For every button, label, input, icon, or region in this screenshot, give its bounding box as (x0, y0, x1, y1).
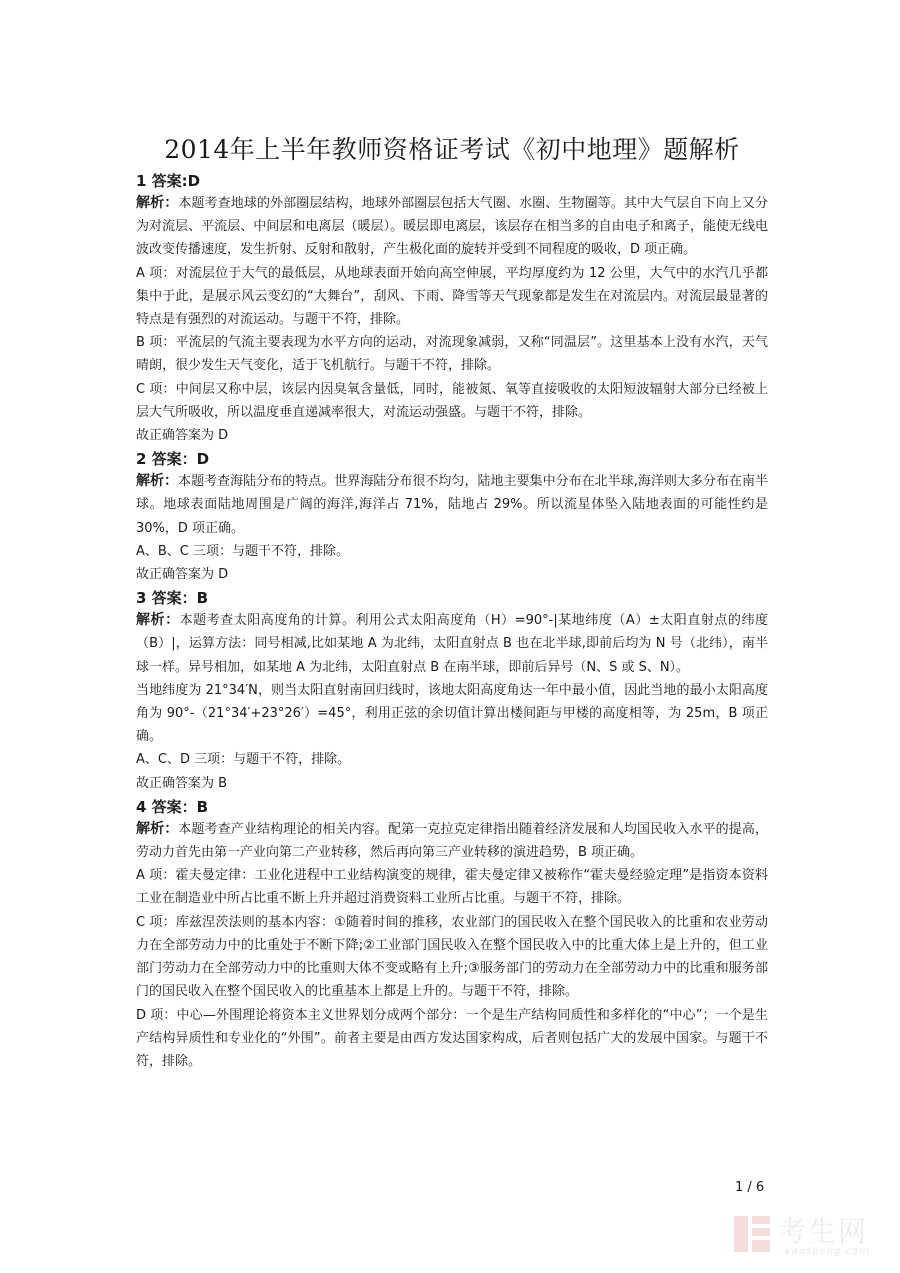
explanation-paragraph (136, 470, 768, 540)
paragraph-text: 本题考查产业结构理论的相关内容。配第一克拉克定律指出随着经济发展和人均国民收入水平的提高，劳动力首先由第一产业向第二产业转移，然后再向第三产业转移的演进趋势，B 项正确。 (136, 821, 768, 861)
paragraph-text: 当地纬度为 21°34′N，则当太阳直射南回归线时，该地太阳高度角达一年中最小值，因此当地的最小太阳高度角为 90°-（21°34′+23°26′）=45°，利用正弦的余切值计算出楼间距与甲楼的高度相等，为 25m，B 项正确。 (136, 682, 768, 745)
explanation-paragraph (136, 864, 768, 910)
explanation-paragraph (136, 540, 768, 563)
paragraph-text: A、C、D 三项：与题干不符，排除。 (136, 752, 351, 768)
watermark-text: 考生网 (778, 1215, 869, 1248)
page-number: 1 / 6 (735, 1180, 765, 1195)
analysis-label: 解析： (136, 195, 179, 211)
paragraph-text: 本题考查地球的外部圈层结构，地球外部圈层包括大气圈、水圈、生物圈等。其中大气层自下向上又分为对流层、平流层、中间层和电离层（暖层）。暖层即电离层，该层存在相当多的自由电子和离子，能使无线电波改变传播速度，发生折射、反射和散射，产生极化面的旋转并受到不同程度的吸收，D 项正确。 (136, 196, 768, 258)
paragraph-text: D 项：中心—外围理论将资本主义世界划分成两个部分：一个是生产结构同质性和多样化的“中心”；一个是生产结构异质性和专业化的“外围”。前者主要是由西方发达国家构成，后者则包括广大的发展中国家。与题干不符，排除。 (136, 1007, 768, 1069)
explanation-paragraph (136, 424, 768, 447)
explanation-paragraph (136, 563, 768, 586)
answer-heading: 4 答案：B (136, 797, 209, 816)
paragraph-text: A 项：对流层位于大气的最低层，从地球表面开始向高空伸展，平均厚度约为 12 公里，大气中的水汽几乎都集中于此，是展示风云变幻的“大舞台”，刮风、下雨、降雪等天气现象都是发生在对流层内。对流层最显著的特点是有强烈的对流运动。与题干不符，排除。 (136, 265, 768, 328)
paragraph-text: B 项：平流层的气流主要表现为水平方向的运动，对流现象减弱，又称“同温层”。这里基本上没有水汽，天气晴朗，很少发生天气变化，适于飞机航行。与题干不符，排除。 (136, 335, 768, 374)
analysis-label: 解析： (136, 820, 179, 837)
paragraph-text: C 项：库兹涅茨法则的基本内容：①随着时间的推移，农业部门的国民收入在整个国民收入的比重和农业劳动力在全部劳动力中的比重处于不断下降;②工业部门国民收入在整个国民收入中的比重大体上是上升的，但工业部门劳动力在全部劳动力中的比重则大体不变或略有上升;③服务部门的劳动力在全部劳动力中的比重和服务部门的国民收入在整个国民收入的比重基本上都是上升的。与题干不符，排除。 (136, 914, 768, 1000)
document-page (136, 120, 768, 1073)
explanation-paragraph (136, 818, 768, 864)
analysis-label: 解析： (136, 473, 179, 490)
explanation-paragraph (136, 1004, 768, 1074)
paragraph-text: A、B、C 三项：与题干不符，排除。 (136, 543, 350, 559)
explanation-paragraph (136, 679, 768, 749)
answer-heading: 2 答案：D (136, 450, 210, 469)
analysis-label: 解析： (136, 612, 180, 629)
paragraph-text: 故正确答案为 D (136, 567, 229, 583)
explanation-paragraph (136, 911, 768, 1004)
explanation-paragraph (136, 192, 768, 262)
explanation-paragraph (136, 378, 768, 424)
explanation-paragraph (136, 748, 768, 771)
paragraph-text: 故正确答案为 B (136, 775, 228, 791)
explanation-paragraph (136, 262, 768, 332)
explanation-paragraph (136, 772, 768, 795)
answer-heading: 3 答案：B (136, 589, 209, 608)
paragraph-text: A 项：霍夫曼定律：工业化进程中工业结构演变的规律，霍夫曼定律又被称作“霍夫曼经验定理”是指资本资料工业在制造业中所占比重不断上升并超过消费资料工业所占比重。与题干不符，排除。 (136, 868, 768, 907)
paragraph-text: 故正确答案为 D (136, 428, 229, 444)
paragraph-text: 本题考查海陆分布的特点。世界海陆分布很不均匀，陆地主要集中分布在北半球,海洋则大多分布在南半球。地球表面陆地周围是广阔的海洋,海洋占 71%，陆地占 29%。所以流星体坠入陆地表面的可能性约是 30%，D 项正确。 (136, 474, 769, 536)
answer-heading: 1 答案:D (136, 172, 201, 190)
question-list (136, 170, 768, 1073)
watermark (730, 1210, 890, 1260)
explanation-paragraph (136, 609, 768, 679)
watermark-subtext: kaosheng.com (785, 1246, 870, 1257)
explanation-paragraph (136, 331, 768, 377)
paragraph-text: 本题考查太阳高度角的计算。利用公式太阳高度角（H）=90°-|某地纬度（A）±太阳直射点的纬度（B）|，运算方法：同号相减,比如某地 A 为北纬，太阳直射点 B 也在北半球,即前后均为 N 号（北纬），南半球一样。异号相加，如某地 A 为北纬，太阳直射点 B 在南半球，即前后异号（N、S 或 S、N）。 (136, 613, 769, 675)
paragraph-text: C 项：中间层又称中层，该层内因臭氧含量低，同时，能被氮、氧等直接吸收的太阳短波辐射大部分已经被上层大气所吸收，所以温度垂直递减率很大，对流运动强盛。与题干不符，排除。 (136, 381, 768, 420)
watermark-logo-icon (730, 1212, 774, 1256)
document-title: 2014年上半年教师资格证考试《初中地理》题解析 (164, 135, 740, 164)
